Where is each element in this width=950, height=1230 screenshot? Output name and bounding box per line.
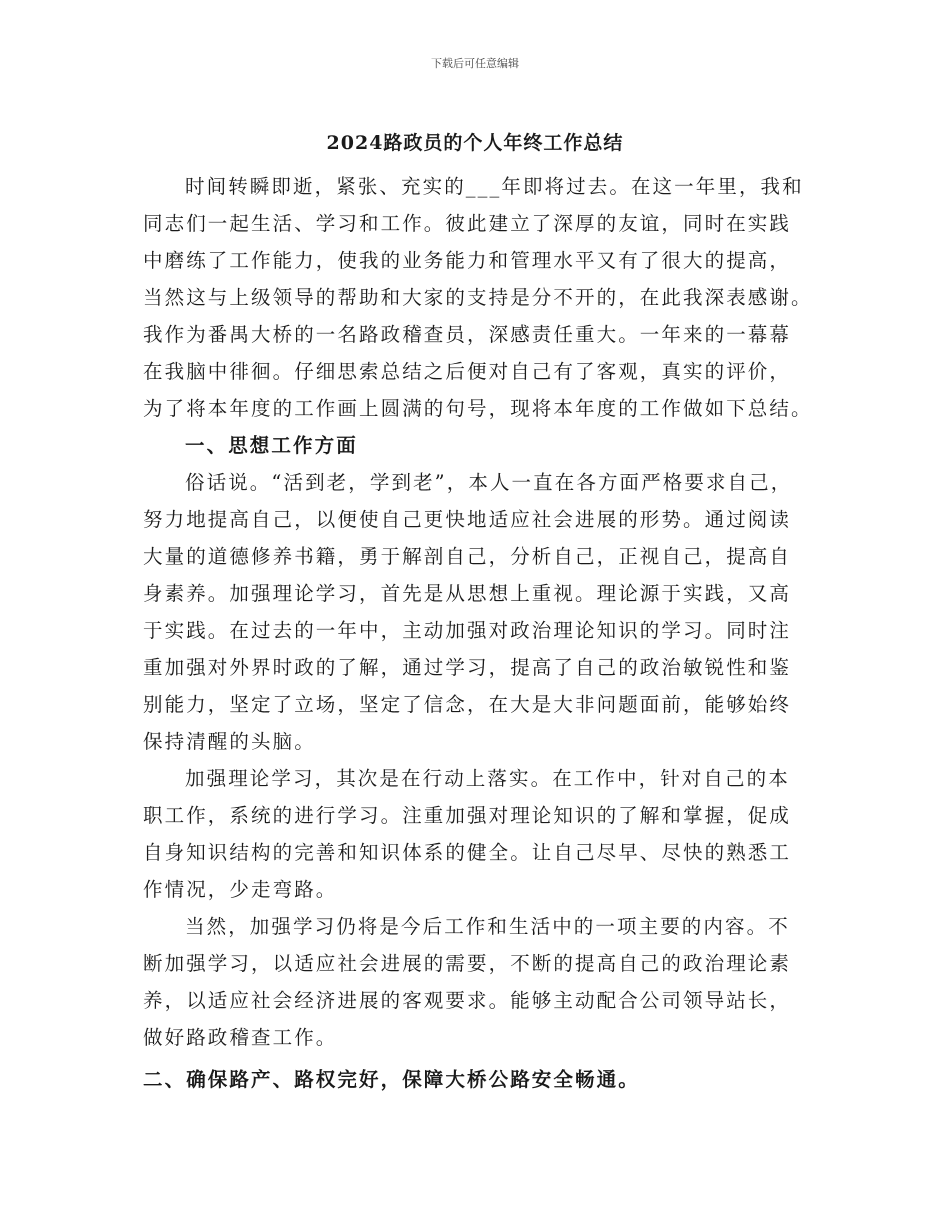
paragraph-line: 别能力，坚定了立场，坚定了信念，在大是大非问题面前，能够始终: [143, 693, 792, 716]
paragraph-line: 当然这与上级领导的帮助和大家的支持是分不开的，在此我深表感谢。: [143, 286, 813, 309]
header-note: 下载后可任意编辑: [431, 57, 519, 70]
paragraph-line: 重加强对外界时政的了解，通过学习，提高了自己的政治敏锐性和鉴: [143, 656, 792, 679]
section-heading: 二、确保路产、路权完好，保障大桥公路安全畅通。: [143, 1068, 640, 1091]
document-title: 2024路政员的个人年终工作总结: [326, 132, 624, 154]
paragraph-line: 保持清醒的头脑。: [143, 730, 316, 753]
paragraph-line: 为了将本年度的工作画上圆满的句号，现将本年度的工作做如下总结。: [143, 397, 813, 420]
paragraph-line: 自身知识结构的完善和知识体系的健全。让自己尽早、尽快的熟悉工: [143, 841, 792, 864]
paragraph-line: 时间转瞬即逝，紧张、充实的___年即将过去。在这一年里，我和: [185, 175, 804, 198]
paragraph-line: 断加强学习，以适应社会进展的需要，不断的提高自己的政治理论素: [143, 952, 792, 975]
paragraph-line: 我作为番禺大桥的一名路政稽查员，深感责任重大。一年来的一幕幕: [143, 323, 792, 346]
paragraph-line: 俗话说。“活到老，学到老”，本人一直在各方面严格要求自己，: [185, 471, 793, 494]
paragraph-line: 做好路政稽查工作。: [143, 1026, 338, 1049]
paragraph-line: 当然，加强学习仍将是今后工作和生活中的一项主要的内容。不: [185, 915, 790, 938]
paragraph-line: 于实践。在过去的一年中，主动加强对政治理论知识的学习。同时注: [143, 619, 792, 642]
paragraph-line: 加强理论学习，其次是在行动上落实。在工作中，针对自己的本: [185, 767, 790, 790]
paragraph-line: 身素养。加强理论学习，首先是从思想上重视。理论源于实践，又高: [143, 582, 792, 605]
paragraph-line: 在我脑中徘徊。仔细思索总结之后便对自己有了客观，真实的评价，: [143, 360, 792, 383]
paragraph-line: 中磨练了工作能力，使我的业务能力和管理水平又有了很大的提高，: [143, 249, 792, 272]
section-heading: 一、思想工作方面: [185, 434, 358, 457]
paragraph-line: 职工作，系统的进行学习。注重加强对理论知识的了解和掌握，促成: [143, 804, 792, 827]
paragraph-line: 养，以适应社会经济进展的客观要求。能够主动配合公司领导站长，: [143, 989, 792, 1012]
paragraph-line: 作情况，少走弯路。: [143, 878, 338, 901]
paragraph-line: 努力地提高自己，以便使自己更快地适应社会进展的形势。通过阅读: [143, 508, 792, 531]
paragraph-line: 大量的道德修养书籍，勇于解剖自己，分析自己，正视自己，提高自: [143, 545, 792, 568]
paragraph-line: 同志们一起生活、学习和工作。彼此建立了深厚的友谊，同时在实践: [143, 212, 792, 235]
